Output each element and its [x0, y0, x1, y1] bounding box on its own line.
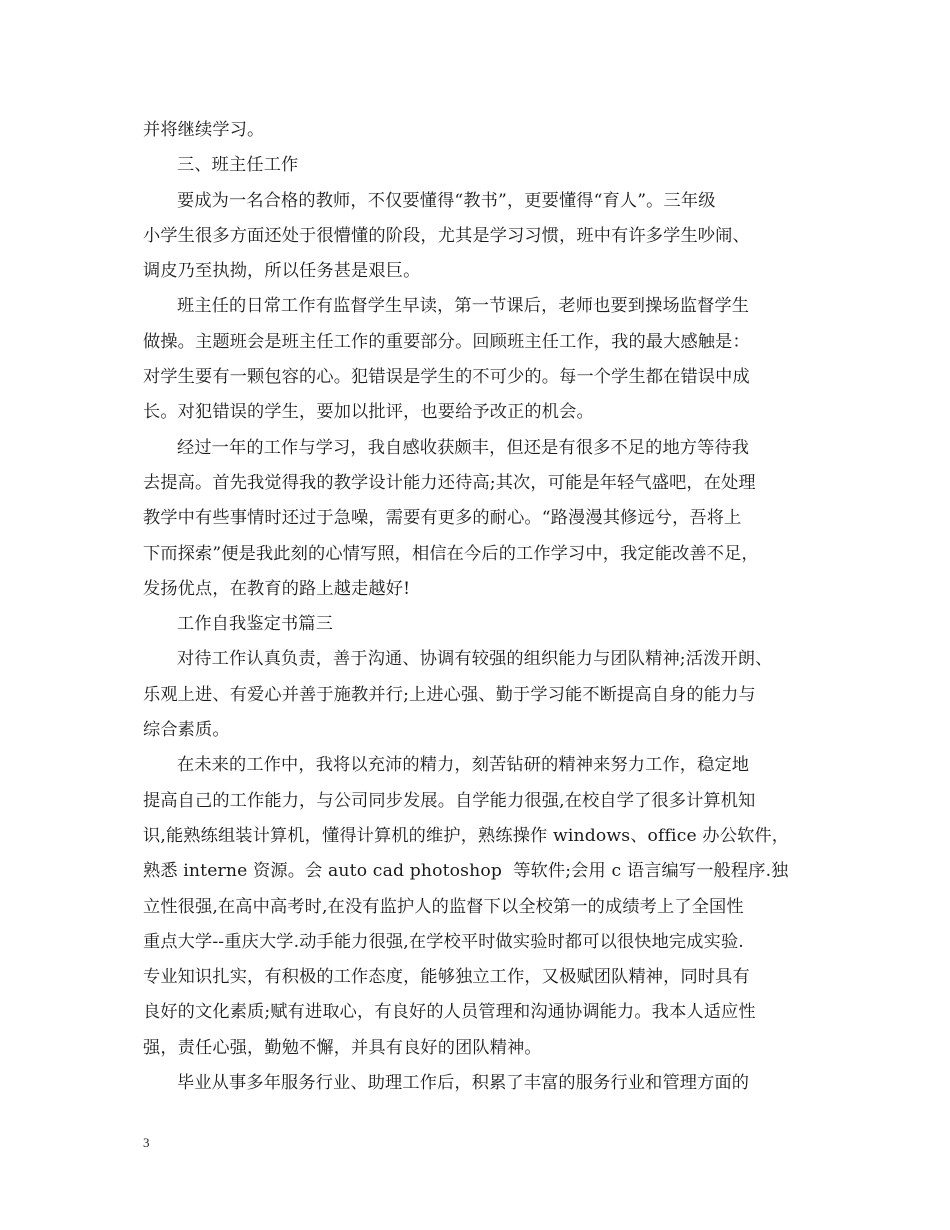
text-line: 熟悉 interne 资源。会 auto cad photoshop 等软件;会用 c 语言编写一般程序.独 [143, 861, 789, 882]
text-line: 重点大学--重庆大学.动手能力很强,在学校平时做实验时都可以很快地完成实验. [143, 931, 744, 952]
section-heading: 三、班主任工作 [177, 155, 299, 176]
text-line: 长。对犯错误的学生，要加以批评，也要给予改正的机会。 [143, 402, 594, 423]
text-line: 要成为一名合格的教师，不仅要懂得“教书”，更要懂得“育人”。三年级 [177, 190, 716, 211]
text-line: 并将继续学习。 [143, 120, 265, 140]
text-line: 在未来的工作中，我将以充沛的精力，刻苦钻研的精神来努力工作，稳定地 [177, 755, 750, 776]
text-line: 提高自己的工作能力，与公司同步发展。自学能力很强,在校自学了很多计算机知 [143, 790, 756, 811]
text-line: 调皮乃至执拗，所以任务甚是艰巨。 [143, 261, 421, 282]
text-line: 发扬优点，在教育的路上越走越好! [143, 578, 411, 599]
text-line: 做操。主题班会是班主任工作的重要部分。回顾班主任工作，我的最大感触是： [143, 331, 750, 352]
text-line: 立性很强,在高中高考时,在没有监护人的监督下以全校第一的成绩考上了全国性 [143, 896, 744, 917]
text-line: 乐观上进、有爱心并善于施教并行;上进心强、勤于学习能不断提高自身的能力与 [143, 684, 756, 705]
text-line: 毕业从事多年服务行业、助理工作后，积累了丰富的服务行业和管理方面的 [177, 1073, 750, 1094]
text-line: 经过一年的工作与学习，我自感收获颇丰，但还是有很多不足的地方等待我 [177, 437, 750, 458]
section-heading: 工作自我鉴定书篇三 [177, 614, 334, 635]
text-line: 识,能熟练组装计算机，懂得计算机的维护，熟练操作 windows、office 办公软件， [143, 825, 790, 846]
text-line: 班主任的日常工作有监督学生早读，第一节课后，老师也要到操场监督学生 [177, 296, 750, 317]
text-line: 强，责任心强，勤勉不懈，并具有良好的团队精神。 [143, 1037, 542, 1058]
text-line: 对待工作认真负责，善于沟通、协调有较强的组织能力与团队精神;活泼开朗、 [177, 649, 773, 670]
text-line: 去提高。首先我觉得我的教学设计能力还待高;其次，可能是年轻气盛吧，在处理 [143, 472, 756, 493]
text-line: 下而探索”便是我此刻的心情写照，相信在今后的工作学习中，我定能改善不足， [143, 543, 759, 564]
text-line: 专业知识扎实，有积极的工作态度，能够独立工作，又极赋团队精神，同时具有 [143, 967, 750, 988]
text-line: 小学生很多方面还处于很懵懂的阶段，尤其是学习习惯，班中有许多学生吵闹、 [143, 225, 750, 246]
text-line: 教学中有些事情时还过于急噪，需要有更多的耐心。“路漫漫其修远兮，吾将上 [143, 508, 742, 529]
text-line: 综合素质。 [143, 720, 230, 741]
document-body [143, 113, 823, 1101]
page-number: 3 [143, 1135, 150, 1150]
text-line: 良好的文化素质;赋有进取心，有良好的人员管理和沟通协调能力。我本人适应性 [143, 1002, 756, 1023]
text-line: 对学生要有一颗包容的心。犯错误是学生的不可少的。每一个学生都在错误中成 [143, 367, 750, 388]
